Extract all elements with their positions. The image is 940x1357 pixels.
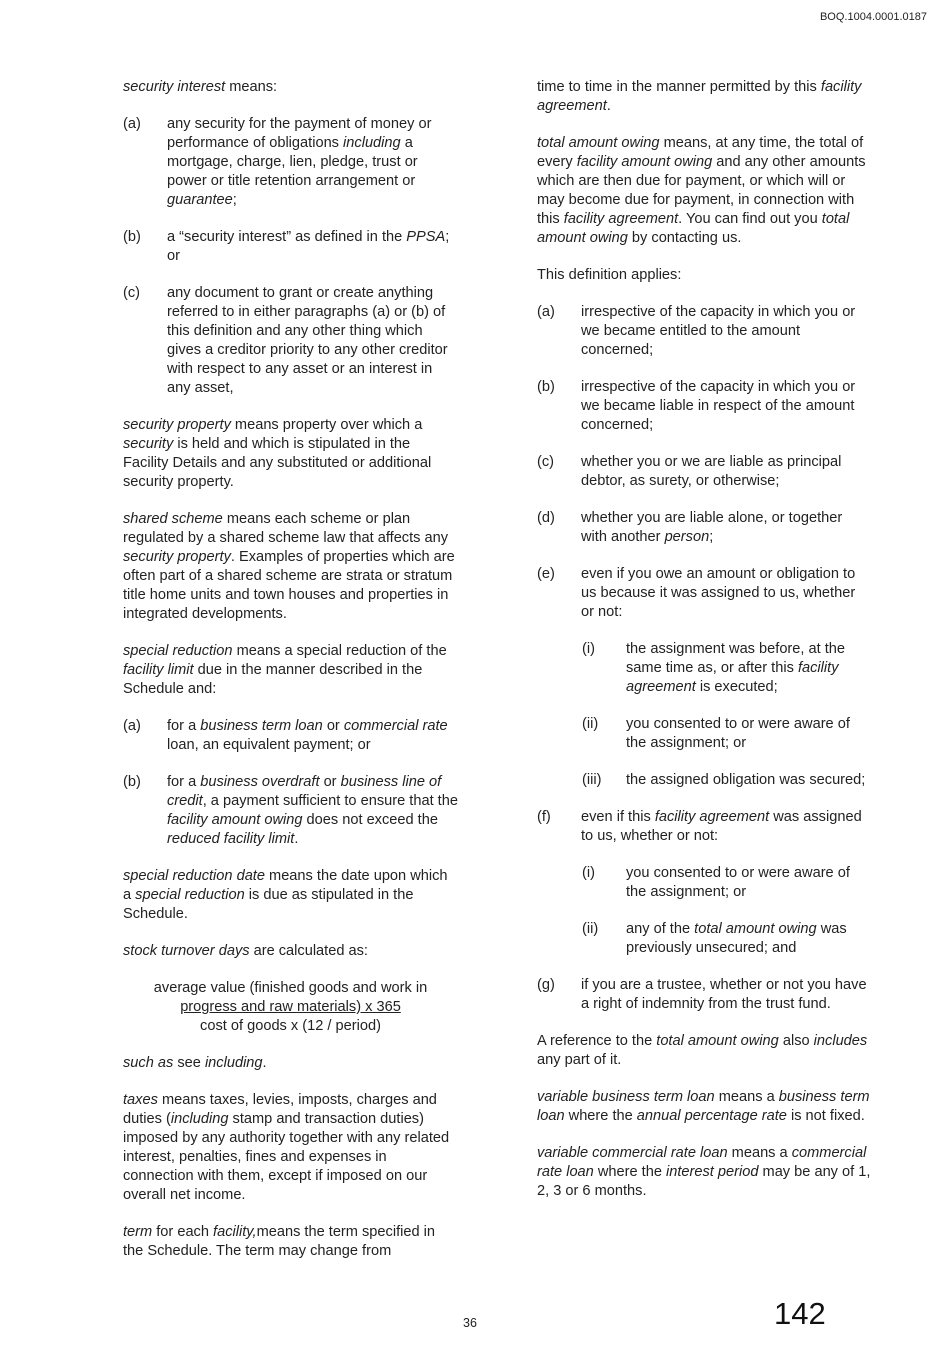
definition-such-as: such as see including. (123, 1055, 267, 1071)
formula-line: average value (finished goods and work in (153, 980, 428, 996)
definition-variable-business-term-loan: variable business term loan means a business term loan where the annual percentage rate is not fixed. (537, 1089, 870, 1124)
list-item: (c) whether you or we are liable as principal debtor, as surety, or otherwise; (537, 454, 842, 489)
definition-shared-scheme: shared scheme means each scheme or plan regulated by a shared scheme law that affects any security property. Examples of properties which are often part of a shared scheme are strata or stratum title home units and town houses and properties in integrated developments. (123, 511, 455, 622)
definition-security-interest: security interest means: (123, 79, 278, 95)
paragraph: time to time in the manner permitted by this facility agreement. (537, 79, 862, 114)
sub-list-item: (i) the assignment was before, at the same time as, or after this facility agreement is executed; (582, 641, 846, 695)
definition-stock-turnover-days: stock turnover days are calculated as: (123, 943, 368, 959)
list-item: (c) any document to grant or create anything referred to in either paragraphs (a) or (b) of this definition and any other thing which gives a creditor priority to any other creditor with respect to any asset or an interest in any asset, (123, 285, 448, 396)
left-column (123, 78, 458, 1279)
term: security interest (123, 79, 226, 95)
list-item: (f) even if this facility agreement was assigned to us, whether or not: (537, 809, 862, 844)
definition-variable-commercial-rate-loan: variable commercial rate loan means a commercial rate loan where the interest period may be any of 1, 2, 3 or 6 months. (537, 1145, 871, 1199)
right-column (537, 78, 872, 1219)
definition-total-amount-owing: total amount owing means, at any time, the total of every facility amount owing and any other amounts which are then due for payment, or which will or may become due for payment, in connection with this facility agreement. You can find out you total amount owing by contacting us. (537, 135, 866, 246)
stock-turnover-formula (123, 979, 458, 1036)
list-item: (a) any security for the payment of money or performance of obligations including a mortgage, charge, lien, pledge, trust or power or title retention arrangement or guarantee; (123, 116, 432, 208)
list-item: (a) for a business term loan or commercial rate loan, an equivalent payment; or (123, 718, 448, 753)
list-item: (e) even if you owe an amount or obligation to us because it was assigned to us, whether or not: (537, 566, 856, 620)
list-item: (b) a “security interest” as defined in the PPSA; or (123, 229, 450, 264)
list-item: (g) if you are a trustee, whether or not you have a right of indemnity from the trust fund. (537, 977, 867, 1012)
definition-term: term for each facility,means the term specified in the Schedule. The term may change from (123, 1224, 436, 1259)
sub-list-item: (ii) you consented to or were aware of the assignment; or (582, 716, 850, 751)
list-item: (b) irrespective of the capacity in which you or we became liable in respect of the amount concerned; (537, 379, 856, 433)
list-item: (a) irrespective of the capacity in which you or we became entitled to the amount concerned; (537, 304, 856, 358)
list-item: (b) for a business overdraft or business line of credit, a payment sufficient to ensure that the facility amount owing does not exceed the reduced facility limit. (123, 774, 458, 847)
formula-denominator: cost of goods x (12 / period) (200, 1018, 381, 1034)
definition-security-property: security property means property over which a security is held and which is stipulated in the Facility Details and any substituted or additional security property. (123, 417, 432, 490)
paragraph: A reference to the total amount owing also includes any part of it. (537, 1033, 868, 1068)
sub-list-item: (ii) any of the total amount owing was previously unsecured; and (582, 921, 847, 956)
definition-taxes: taxes means taxes, levies, imposts, charges and duties (including stamp and transaction duties) imposed by any authority together with any related interest, penalties, fines and expenses in connection with them, except if imposed on our overall net income. (123, 1092, 450, 1203)
definition-special-reduction-date: special reduction date means the date upon which a special reduction is due as stipulated in the Schedule. (123, 868, 448, 922)
paragraph: This definition applies: (537, 267, 682, 283)
list-item: (d) whether you are liable alone, or together with another person; (537, 510, 843, 545)
bates-number: 142 (774, 1296, 826, 1331)
sub-list-item: (iii) the assigned obligation was secured; (582, 772, 866, 788)
formula-numerator: progress and raw materials) x 365 (180, 999, 401, 1015)
page-number: 36 (463, 1316, 477, 1330)
sub-list-item: (i) you consented to or were aware of the assignment; or (582, 865, 850, 900)
document-id: BOQ.1004.0001.0187 (819, 11, 927, 23)
definition-special-reduction: special reduction means a special reduction of the facility limit due in the manner described in the Schedule and: (123, 643, 447, 697)
